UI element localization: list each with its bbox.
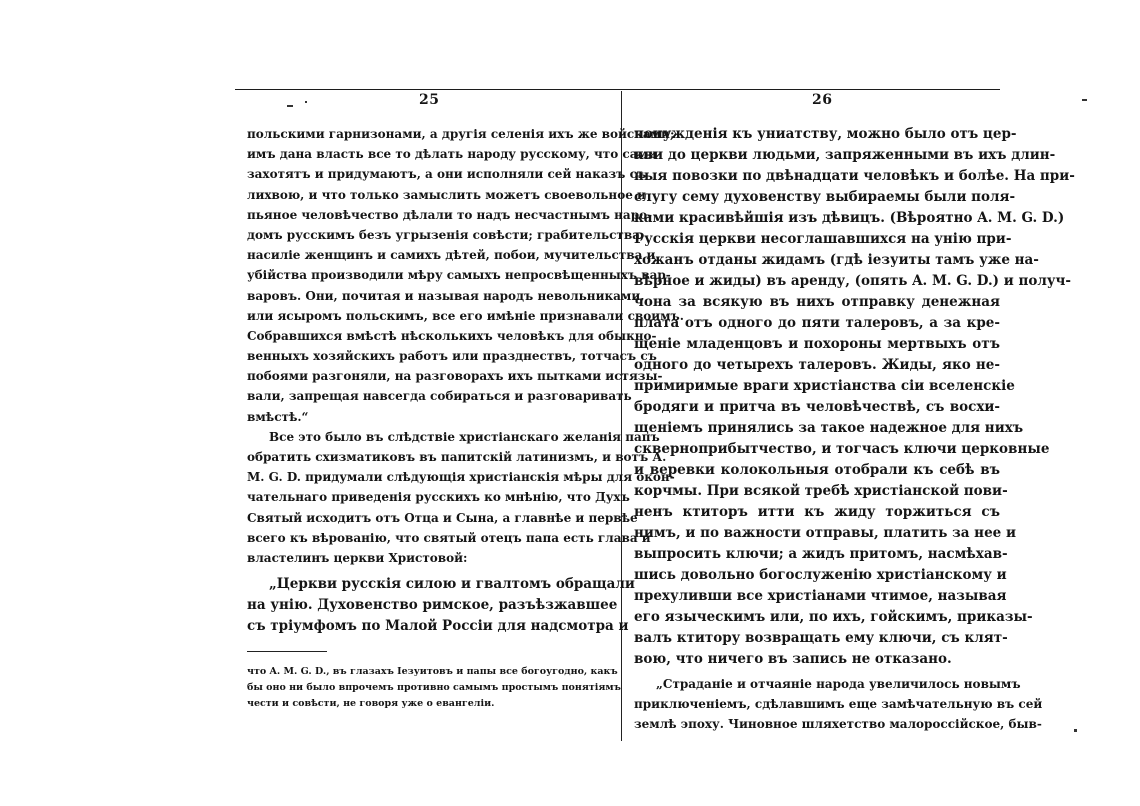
text-line: „Страданіе и отчаяніе народа увеличилось новымъ [656,677,1021,691]
quote-line: на унію. Духовенство римское, разъѣзжавшее [247,597,618,614]
text-line: прехуливши все христіанами чтимое, называя [634,588,1007,604]
text-line: всего къ вѣрованію, что святый отецъ папа есть глава и [247,530,651,545]
scan-speck [305,101,307,103]
text-line: имъ дана власть все то дѣлать народу русскому, что сами [247,147,657,162]
text-line: Святый исходитъ отъ Отца и Сына, а главнѣе и первѣе [247,510,638,525]
text-line: властелинъ церкви Христовой: [247,550,468,565]
scan-speck [287,105,293,107]
text-line: Собравшихся вмѣстѣ нѣсколькихъ человѣкъ для обыкно- [247,328,657,343]
text-line: побоями разгоняли, на разговорахъ ихъ пытками истязы- [247,369,663,384]
text-line: домъ русскимъ безъ угрызенія совѣсти; грабительства, [247,227,645,242]
text-line: Все это было въ слѣдствіе христіанскаго желанія папъ [269,429,660,444]
text-line: примиримые враги христіанства сіи вселенскіе [634,378,1015,394]
text-line: убійства производили мѣру самыхъ непросвѣщенныхъ вар- [247,268,671,283]
text-line: лихвою, и что только замыслить можетъ своевольное и [247,187,646,202]
right-page-text [634,124,1075,735]
text-line: чона за всякую въ нихъ отправку денежная [634,294,1000,310]
text-line: вою, что ничего въ запись не отказано. [634,651,952,667]
right-page-number: 26 [812,92,833,108]
text-line: понужденія къ униатству, можно было отъ цер- [634,126,1017,142]
footnote-line: что A. M. G. D., въ глазахъ Іезуитовъ и папы все богоугодно, какъ [247,666,618,677]
text-line: польскими гарнизонами, а другія селенія ихъ же войсками; [247,127,675,141]
text-line: вали, запрещая навсегда собираться и разговаривать [247,389,632,404]
text-line: землѣ эпоху. Чиновное шляхетство малороссійское, быв- [634,717,1042,732]
footnote-line: чести и совѣсти, не говоря уже о евангеліи. [247,698,495,710]
text-line: щеніе младенцовъ и похороны мертвыхъ отъ [634,336,1000,352]
text-line: щеніемъ принялись за такое надежное для нихъ [634,420,1024,436]
text-line: его языческимъ или, по ихъ, гойскимъ, приказы- [634,609,1033,625]
text-line: сквернoприбытчество, и тогчасъ ключи церковные [634,441,1050,457]
text-line: нимъ, и по важности отправы, платить за нее и [634,525,1016,541]
text-line: захотятъ и придумаютъ, а они исполняли сей наказъ съ [247,167,647,182]
text-line: выпросить ключи; а жидъ притомъ, насмѣхав- [634,546,1008,562]
text-line: вмѣстѣ.“ [247,409,309,424]
scan-speck [1074,729,1077,732]
text-line: ныя повозки по двѣнадцати человѣкъ и болѣе. На при- [634,168,1075,184]
text-line: или ясыромъ польскимъ, все его имѣніе признавали своимъ. [247,308,684,323]
text-line: чательнаго приведенія русскихъ ко мнѣнію, что Духъ [247,490,630,505]
text-line: валъ ктитору возвращать ему ключи, съ клят- [634,630,1008,646]
text-line: бродяги и притча въ человѣчествѣ, съ восхи- [634,399,1000,415]
footnote-rule [247,651,327,652]
footnote [247,664,621,713]
header-rule [235,89,1000,90]
text-line: M. G. D. придумали слѣдующія христіанскія мѣры для окон- [247,470,675,485]
text-line: слугу сему духовенству выбираемы были поля- [634,189,1016,205]
quote-line: съ тріумфомъ по Малой Россіи для надсмотра и [247,618,629,635]
text-line: корчмы. При всякой требѣ христіанской пови- [634,483,1008,499]
text-line: плата отъ одного до пяти талеровъ, а за кре- [634,315,1000,331]
text-line: одного до четырехъ талеровъ. Жиды, яко не- [634,357,1000,373]
text-line: вѣрное и жиды) въ аренду, (опять A. M. G. D.) и получ- [634,273,1071,289]
text-line: и веревки колокольныя отобрали къ себѣ въ [634,462,1000,478]
text-line: венныхъ хозяйскихъ работъ или празднествъ, тотчасъ съ [247,349,657,364]
text-line: обратить схизматиковъ въ папитскій латинизмъ, и вотъ А. [247,450,667,464]
text-line: кви до церкви людьми, запряженными въ ихъ длин- [634,147,1056,163]
text-line: шись довольно богослуженію христіанскому и [634,567,1007,583]
text-line: насиліе женщинъ и самихъ дѣтей, побои, мучительства и [247,248,656,263]
footnote-line: бы оно ни было впрочемъ противно самымъ простымъ понятіямъ [247,682,621,694]
text-line: варовъ. Они, почитая и называя народъ невольниками, [247,288,645,303]
text-line: пьяное человѣчество дѣлали то надъ несчастнымъ наро- [247,207,653,222]
text-line: ками красивѣйшія изъ дѣвицъ. (Вѣроятно A. M. G. D.) [634,210,1065,226]
quote-line: „Церкви русскія силою и гвалтомъ обращали [269,576,635,593]
text-line: ненъ ктиторъ итти къ жиду торжиться съ [634,504,1000,520]
left-page-text [247,124,684,637]
text-line: хожанъ отданы жидамъ (гдѣ іезуиты тамъ уже на- [634,252,1039,268]
text-line: приключеніемъ, сдѣлавшимъ еще замѣчательную въ сей [634,697,1043,712]
text-line: Русскія церкви несоглашавшихся на унію при- [634,231,1012,247]
left-page-number: 25 [419,92,440,108]
scan-speck [1082,99,1087,101]
